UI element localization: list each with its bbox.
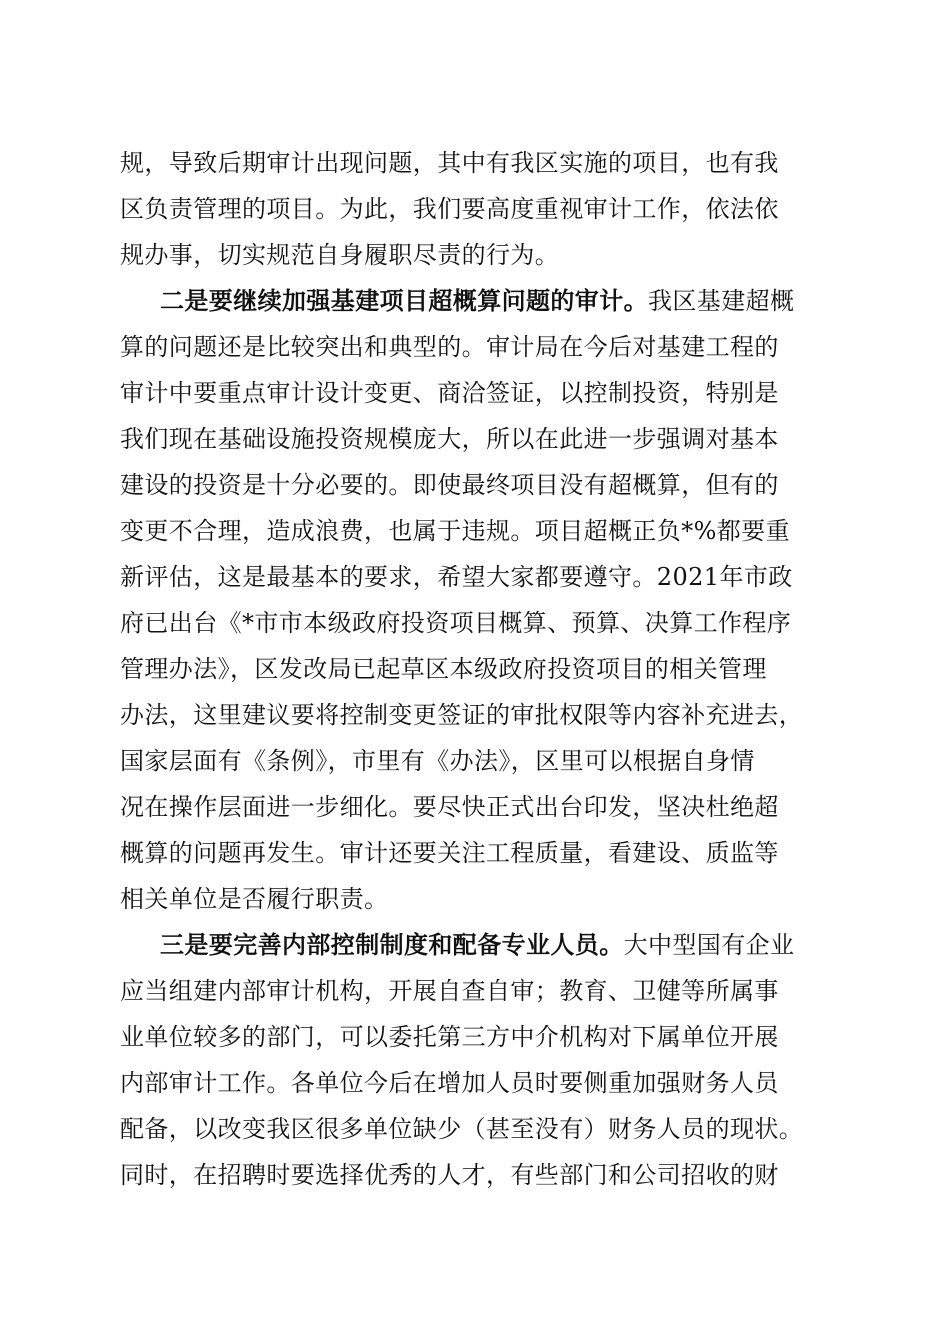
text-line: 业单位较多的部门，可以委托第三方中介机构对下属单位开展: [120, 1023, 779, 1051]
paragraph-2: [120, 281, 840, 925]
paragraph-2-first-line-rest: 我区基建超概: [648, 287, 795, 315]
paragraph-2-first-line: [120, 281, 840, 327]
text-line: 国家层面有《条例》，市里有《办法》，区里可以根据自身情: [120, 747, 755, 775]
text-line: 我们现在基础设施投资规模庞大，所以在此进一步强调对基本: [120, 425, 779, 453]
text-line: 况在操作层面进一步细化。要尽快正式出台印发，坚决杜绝超: [120, 793, 779, 821]
text-line: 审计中要重点审计设计变更、商洽签证，以控制投资，特别是: [120, 379, 779, 407]
paragraph-2-lead: 二是要继续加强基建项目超概算问题的审计。: [160, 286, 648, 315]
paragraph-1: [120, 143, 840, 281]
text-line: 新评估，这是最基本的要求，希望大家都要遵守。2021年市政: [120, 563, 793, 591]
text-line: 规，导致后期审计出现问题，其中有我区实施的项目，也有我: [120, 149, 779, 177]
text-line: 办法，这里建议要将控制变更签证的审批权限等内容补充进去，: [120, 701, 804, 729]
text-line: 管理办法》，区发改局已起草区本级政府投资项目的相关管理: [120, 655, 767, 683]
text-line: 变更不合理，造成浪费，也属于违规。项目超概正负*%都要重: [120, 517, 791, 545]
text-line: 应当组建内部审计机构，开展自查自审；教育、卫健等所属事: [120, 977, 779, 1005]
text-line: 建设的投资是十分必要的。即使最终项目没有超概算，但有的: [120, 471, 779, 499]
text-line: 算的问题还是比较突出和典型的。审计局在今后对基建工程的: [120, 333, 779, 361]
text-line: 规办事，切实规范自身履职尽责的行为。: [120, 241, 560, 269]
text-line: 内部审计工作。各单位今后在增加人员时要侧重加强财务人员: [120, 1069, 779, 1097]
text-line: 府已出台《*市市本级政府投资项目概算、预算、决算工作程序: [120, 609, 792, 637]
document-body: [120, 143, 840, 1201]
text-line: 同时，在招聘时要选择优秀的人才，有些部门和公司招收的财: [120, 1161, 779, 1189]
paragraph-3: [120, 925, 840, 1201]
paragraph-3-first-line-rest: 大中型国有企业: [623, 931, 795, 959]
text-line: 概算的问题再发生。审计还要关注工程质量，看建设、质监等: [120, 839, 779, 867]
text-line: 相关单位是否履行职责。: [120, 885, 389, 913]
paragraph-3-lead: 三是要完善内部控制制度和配备专业人员。: [160, 930, 624, 959]
text-line: 区负责管理的项目。为此，我们要高度重视审计工作，依法依: [120, 195, 779, 223]
text-line: 配备，以改变我区很多单位缺少（甚至没有）财务人员的现状。: [120, 1115, 804, 1143]
paragraph-3-first-line: [120, 925, 840, 971]
